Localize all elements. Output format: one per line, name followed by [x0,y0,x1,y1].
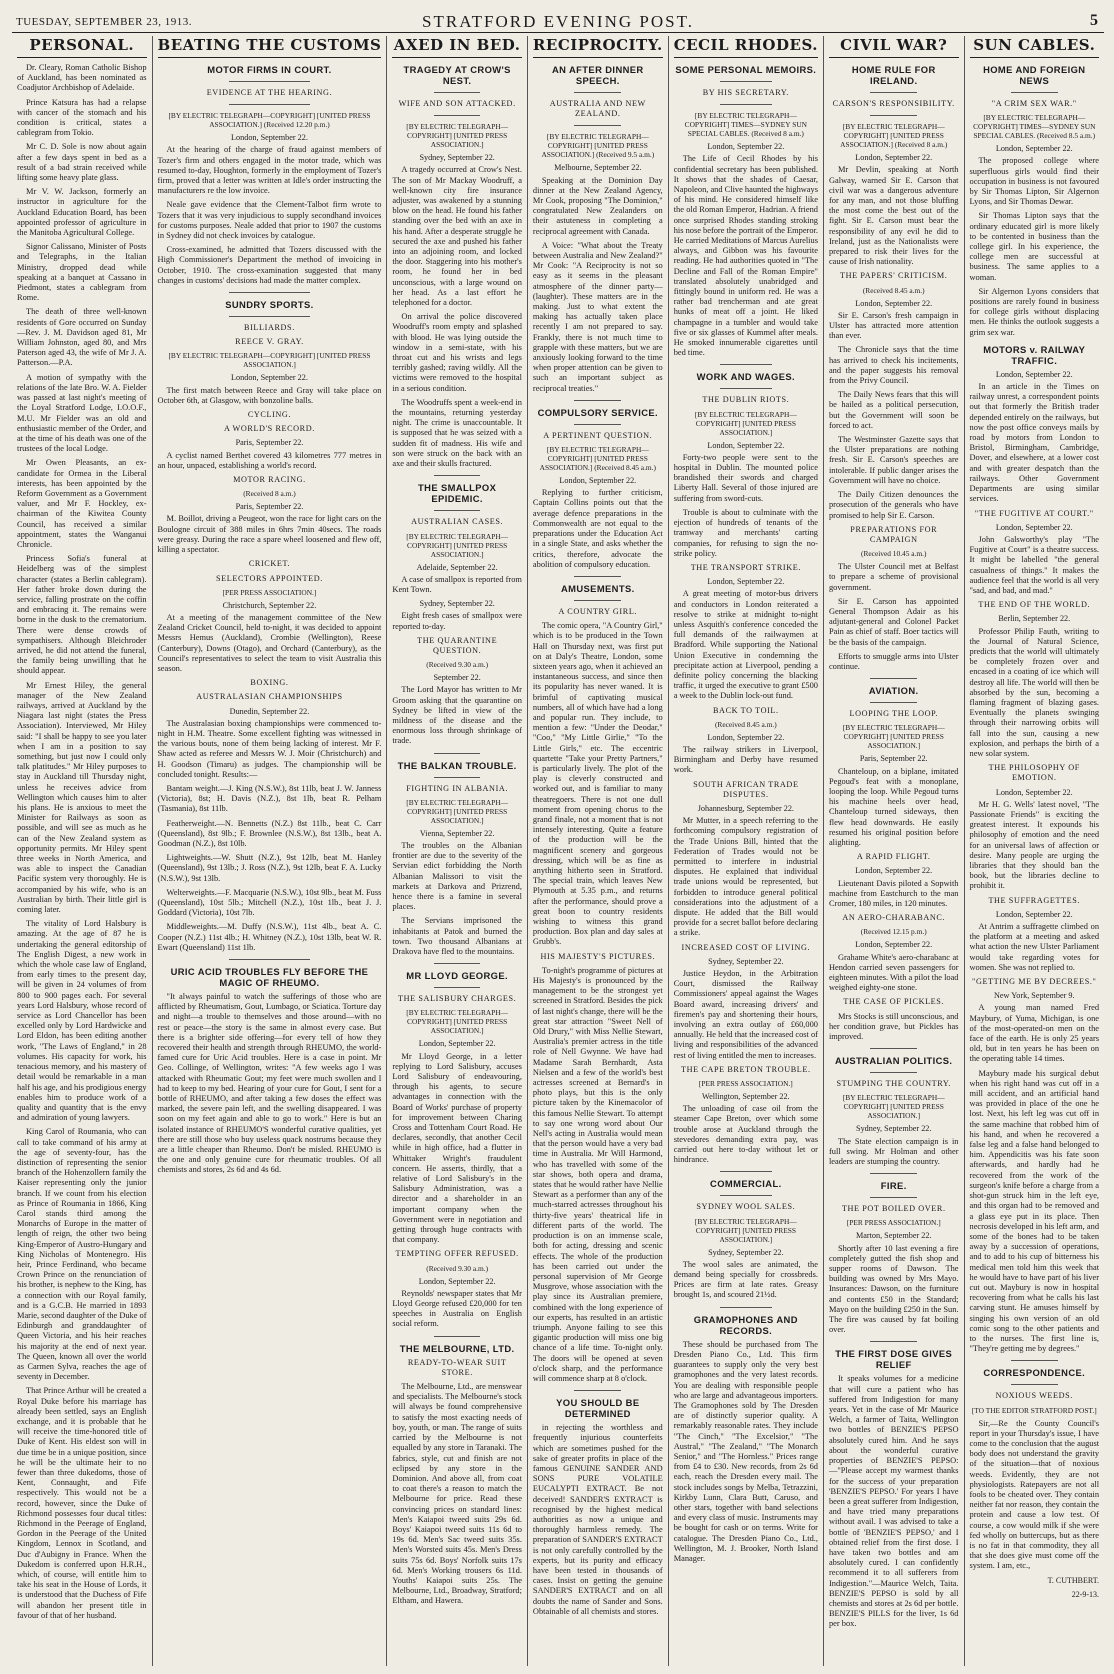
subheading: THE CAPE BRETON TROUBLE. [681,1064,811,1074]
headline: MOTOR FIRMS IN COURT. [207,64,332,75]
signature: T. CUTHBERT. [1047,1575,1100,1585]
paragraph: Professor Philip Fauth, writing to the Journal of Natural Science, predicts that the world will ultimately be completely frozen over and encased in a coating of ice which will destroy all life. The world will then be absorbed by the sun, becoming a flaming fragment of blazing gases. Eventually the planets swinging through their narrowing orbits will fall into the sun, causing a new explosion, and perhaps the birth of a new solar system. [969,626,1100,758]
subheading: THE QUARANTINE QUESTION. [417,635,498,655]
headline: COMPULSORY SERVICE. [537,406,659,418]
paragraph: The Melbourne, Ltd., are menswear and specialists. The Melbourne's stock will always be found comprehensive to satisfy the most exacting needs of boy, youth, or man. The range of suits carried by the Melbourne is not equalled by any store in Taranaki. The fabrics, style, cut and finish are not eclipsed by any store in the Dominion. And above all, from coat to coat there's a reason to match the Melbourne for price. Read these convincing prices on standard lines: Men's Kaiapoi tweed suits 29s 6d. Boys' Kaiapoi tweed suits 11s 6d to 19s 6d. Men's Sac tweed suits 35s. Men's Worsted suits 45s. Men's Dress suits 75s 6d. Boys' Norfolk suits 17s 6d. Men's Working trousers 6s 11d. Youths' Kaiapoi suits 25s. The Melbourne, Ltd., Broadway, Stratford; Eltham, and Hawera. [392,1382,522,1606]
wire-credit: [PER PRESS ASSOCIATION.] [698,1079,793,1089]
column-rule [870,678,917,679]
paragraph: The railway strikers in Liverpool, Birmingham and Derby have resumed work. [673,744,818,775]
subheading: THE POT BOILED OVER. [841,1204,946,1214]
dateline: Dunedin, September 22. [229,706,310,716]
subheading: LOOPING THE LOOP. [849,709,938,719]
paragraph: M. Boillot, driving a Peugeot, won the race for light cars on the Boulogne circuit of 388 miles in 6hrs 7min 40secs. The roads were greasy. During the race a spare wheel loosened and flew off, killing a spectator. [157,514,382,555]
paragraph: Cross-examined, he admitted that Tozers discussed with the High Commissioner's Department the method of invoicing in October, 1910. The cross-examination suggested that many changes in customs' decisions had made the matter complex. [157,245,382,285]
dateline: London, September 22. [707,577,785,587]
subheading: REECE V. GRAY. [235,337,304,347]
headline: SUNDRY SPORTS. [225,299,314,311]
paragraph: King Carol of Roumania, who can call to take command of his army at the age of seventy-four, has the distinction of representing the senior branch of the Hohenzollern family the Kaiser representing only the junior branch. If we count from his election as Prince of Roumania in 1866, King Carol stands third among the Monarchs of Europe in the matter of length of reign, the other two being King-Emperor of Austro-Hungary and King Nicholas of Montenegro. His heir, Prince Ferdinand, who became Crown Prince on the renunciation of his brother, is nephew to the King, has a connection with our Royal family, and is a G.C.B. He married in 1893 Marie, second daughter of the Duke of Edinburgh and granddaughter of Queen Victoria, and his heir reaches his majority at the end of next year. The Queen, known all over the world as Carmen Sylva, reaches the age of seventy in December. [17,1127,147,1382]
wire-credit: [BY ELECTRIC TELEGRAPH—COPYRIGHT] TIMES—SYDNEY SUN SPECIAL CABLES. (Received 8 a.m.) [684,111,808,139]
wire-credit: [TO THE EDITOR STRATFORD POST.] [971,1405,1097,1415]
wire-credit: (Received 10.45 a.m.) [861,549,927,559]
dateline: Paris, September 22. [235,438,304,448]
column-rule [574,1390,621,1391]
column-rule [434,753,481,754]
wire-credit: [BY ELECTRIC TELEGRAPH—COPYRIGHT] [UNITED PRESS ASSOCIATION.] [406,122,509,150]
subheading: THE DUBLIN RIOTS. [702,395,790,405]
subheading: THE CASE OF PICKLES. [843,997,945,1007]
wire-credit: (Received 9.30 a.m.) [426,1263,489,1273]
paragraph: Forty-two people were sent to the hospital in Dublin. The mounted police brandished their swords and charged Liberty Hall. Several of those injured are suffering from sword-cuts. [673,452,818,503]
paragraph: Shortly after 10 last evening a fire completely gutted the fish shop and supper rooms of Dawson. The building was owned by Mrs Mayo. Insurances: Dawson, on the furniture and contents £50 in the Standard; Mayo on the building £250 in the Sun. The fire was caused by fat boiling over. [828,1243,959,1335]
paragraph: Justice Heydon, in the Arbitration Court, dismissed the Railway Commissioners' appeal against the Wages Board award, increasing drivers' and firemen's pay and shortening their hours, involving an extra outlay of £60,000 annually. He held that the increased cost of living and responsibilities of the advanced rest of living entitled the men to increases. [673,969,818,1060]
dateline: London, September 22. [855,940,933,950]
subheading: PREPARATIONS FOR CAMPAIGN [850,524,938,544]
paragraph: On arrival the police discovered Woodruff's room empty and splashed with blood. He was lying outside the window in a semi-state, with his throat cut and his wrists and legs terribly gashed; raving wildly. All the victims were removed to the hospital in a serious condition. [392,312,522,393]
paragraph: The proposed college where superfluous girls would find their occupation in business is not favoured by Sir Thomas Lipton, Sir Algernon Lyons, and Sir Thomas Dewar. [969,156,1100,207]
subheading: CRICKET. [248,559,291,569]
issue-date: TUESDAY, SEPTEMBER 23, 1913. [16,16,192,28]
paragraph: A young man named Fred Maybury, of Yuma, Michigan, is one of the most-operated-on men on the face of the earth. He is only 25 years old, but in ten years he has been on the operating table 14 times. [969,1003,1100,1064]
dateline: Sydney, September 22. [708,956,784,966]
paragraph: Middleweights.—M. Duffy (N.S.W.), 11st 4lb., beat A. C. Cooper (N.Z.) 11st 4lb.; H. Whitney (N.Z.), 10st 13lb, beat W. R. Ewart (Queensland) 11st 1lb. [157,922,382,952]
dateline: Berlin, September 22. [998,614,1071,624]
paragraph: The Chronicle says that the time has arrived to check his incitements, and the paper suggests his removal from the Privy Council. [828,345,959,386]
column-title: AXED IN BED. [392,36,522,58]
headline: AUSTRALIAN POLITICS. [835,1055,953,1067]
paragraph: A Voice: "What about the Treaty between Australia and New Zealand?" Mr Cook: "A Reciprocity is not so easy as it seems in the pleasant atmosphere of the dinner party—(laughter). These matters are in the making. Just to what extent the making has actually taken place recently I am not prepared to say. Frankly, there is not much time to grapple with these matters, but we are anxiously looking forward to the time when proper attention can be given to such an important subject as reciprocal treaties." [532,240,663,393]
paragraph: Lieutenant Davis piloted a Sopwith machine from Eastchurch to the man Cromer, 180 miles, in 120 minutes. [828,878,959,908]
subheading: THE SUFFRAGETTES. [988,895,1081,905]
subheading: FIGHTING IN ALBANIA. [406,783,509,793]
paragraph: Mr C. D. Sole is now about again after a few days spent in bed as a result of a bad strain received while lifting some heavy plate glass. [17,142,147,183]
paragraph: In an article in the Times on railway unrest, a correspondent points out that formerly the British trader depended entirely on the railways, but now the post office conveys mails by road by motors from London to Bristol, Birmingham, Cambridge, Dover, and elsewhere, at a lower cost and with greater despatch than the railways. Other Government Departments are using similar services. [969,382,1100,504]
paragraph: The Life of Cecil Rhodes by his confidential secretary has been published. It shows that the shades of Caesar, Napoleon, and Clive haunted the highways of his mind. He considered himself like the old Roman Emperor, Hadrian. A friend once surprised Rhodes standing stroking his nose before the portrait of the Emperor. He carried Meditations of Marcus Aurelius always, and Gibbon was his favourite reading. He had authorities quoted in "The Decline and Fall of the Roman Empire" translated absolutely unabridged and fittingly bound in uniform red. He was a rather bad trencherman and ate great hunks of meat off a joint. He liked champagne in a tumbler and would take five or six glasses of Kummel after meals. He smoked innumerable cigarettes until bed time. [673,154,818,358]
column-rule [574,92,621,93]
column-rule [720,81,772,82]
paragraph: The Lord Mayor has written to Mr Groom asking that the quarantine on Sydney be lifted in view of the mildness of the disease and the enormous loss through shrinkage of trade. [392,685,522,746]
paragraph: The unloading of case oil from the steamer Cape Breton, over which some trouble arose at Auckland through the stevedores demanding extra pay, was carried out here to-day without let or hindrance. [673,1104,818,1165]
signature: 22-9-13. [1071,1589,1100,1599]
paragraph: Prince Katsura has had a relapse with cancer of the stomach and his condition is critical, states a cablegram from Tokio. [17,97,147,138]
paragraph: Featherweight.—N. Bennetts (N.Z.) 8st 11lb., beat C. Carr (Queensland), 8st 9lb.; F. Brownlee (N.S.W.), 8st 13lb., beat A. Goodman (N.Z.), 8st 10lb. [157,818,382,848]
dateline: London, September 22. [855,866,933,876]
column-rule [870,1173,917,1174]
column-rule [870,702,917,703]
subheading: THE PAPERS' CRITICISM. [840,271,948,281]
headline: CORRESPONDENCE. [983,1367,1086,1379]
dateline: London, September 22. [231,133,308,143]
paragraph: A great meeting of motor-bus drivers and conductors in London reiterated a resolve to strike at midnight to-night unless Asquith's conference conceded the full demands of the railwaymen at Bradford. While supporting the National Union Executive in condemning the precipitate action at Liverpool, pending a definite policy concerning the blacking traffic, it urged the executive to grant £500 a week to the Dublin lock-out fund. [673,589,818,701]
paragraph: Maybury made his surgical debut when his right hand was cut off in a mill accident, and an artificial hand was provided in place of the one he lost. Next, his left leg was cut off in the same machine that robbed him of his hand, and when he recovered a false leg and a false hand belonged to him. Appendicitis was his fate soon afterwards, and hardly had he recovered from the work of the surgeon's knife before a charge from a shot-gun struck him in the left eye, and this organ had to be removed and a glass eye put in its place. Then necrosis developed in his left arm, and some of the bones had to be taken away by a succession of operations, and to add to his cup of bitterness his medical men told him this week that he would have to have part of his liver cut out. Maybury is now in hospital recovering from what he calls his last carving stunt. He amuses himself by singing his own version of an old comic song to the other patients and to the nurses. The first line is, "They're getting me by degrees." [969,1068,1100,1354]
column-title: SUN CABLES. [970,36,1100,58]
paragraph: The Australasian boxing championships were commenced to-night in H.M. Theatre. Some excellent fighting was witnessed in the various bouts, none of them being lacking of interest. Mr F. Shaw acted as referee and Messrs W. J. Moir (Christchurch) and H. Goodson (Timaru) as judges. The championship will be concluded tonight. Results:— [157,718,382,779]
wire-credit: [BY ELECTRIC TELEGRAPH—COPYRIGHT] [UNITED PRESS ASSOCIATION.] [694,409,797,437]
paragraph: To-night's programme of pictures at His Majesty's is pronounced by the management to be the strongest yet screened in Stratford. Besides the pick of last night's change, there will be the great star attraction "Sweet Nell of Old Drury," with Miss Nellie Stewart, Australia's premier actress in the title role of Nell Gwynne. We have had Madame Sarah Bernhardt, Asta Nielsen and a few of the world's best actresses screened at Bernard's in photo plays, but this is the only picture taken by the Kinemacolor of this famous Nellie Stewart. To attempt to say one wrong word about Our Nell's acting in Australia would mean that the person would have a very bad time in Australia. Mr Will Harmond, who has travelled with some of the star shows, both opera and drama, states that he would rather have Nellie Stewart as a performer than any of the much-starred actresses throughout his thirty-five years' theatrical life in different parts of the world. The production is on an immense scale, both for acting, dressing and scenic effects. The whole of the production has been carried out under the personal supervision of Mr George Musgrove, whose association with the play since its Australian premiere, combined with the long experience of our experts, has resulted in an artistic triumph. Anyone failing to see this gigantic production will miss one big chance of a life time. To-night only. The doors will be opened at seven o'clock sharp, and the performance will commence sharp at 8 o'clock. [532,965,663,1383]
paragraph: The Ulster Council met at Belfast to prepare a scheme of provisional government. [828,562,959,592]
subheading: TEMPTING OFFER REFUSED. [395,1249,519,1259]
paragraph: It speaks volumes for a medicine that will cure a patient who has suffered from Indigestion for many years. Yet in the case of Mr Maurice Welch, a farmer of Taita, Wellington two bottles of BENZIE'S PEPSO absolutely cured him. And he says about the wonderful curative properties of BENZIE'S PEPSO:—"Please accept my warmest thanks for the success of your preparation 'BENZIE'S PEPSO.' For years I have been a great sufferer from Indigestion, and have tried many preparations without avail. I was advised to take a bottle of 'BENZIE'S PEPSO,' and I obtained relief from the first dose. I have taken two bottles and am absolutely cured. I can confidently recommend it to all sufferers from Indigestion."—Maurice Welch, Taita. BENZIE'S PEPSO is sold by all chemists and stores at 2s 6d per bottle. BENZIE'S PILLS for the liver, 1s 6d per box. [828,1374,959,1629]
dateline: London, September 22. [995,369,1073,379]
paragraph: Sir Algernon Lyons considers that positions are rarely found in business for college girls without displacing men. He thinks the outlook suggests a grim sex war. [969,286,1100,337]
headline: YOU SHOULD BE DETERMINED [556,1397,640,1420]
headline: THE FIRST DOSE GIVES RELIEF [835,1348,953,1371]
headline: HOME AND FOREIGN NEWS [983,64,1086,86]
column-title: PERSONAL. [17,36,147,58]
wire-credit: (Received 9.30 a.m.) [426,660,489,670]
dateline: Paris, September 22. [235,502,304,512]
subheading: BILLIARDS. [244,323,295,333]
paragraph: These should be purchased from The Dresden Piano Co., Ltd. This firm guarantees to supply only the very best gramophones and the very latest records. You are dealing with responsible people who are large and advantageous importers. The Gramophones sold by The Dresden are of distinctly superior quality. A remarkably reasonable rates. They include "The Cinch," "The Excelsior," "The Austral," "The Zealand," "The Monarch Senior," and "The Hornless." Prices range from £4 to £30. New records, from 2s 6d each, reach the Dresden every mail. The stock includes songs by Melba, Tetrazzini, Kirkby Lunn, Clara Butt, Caruso, and other stars, together with band selections and every class of music. Instruments may be bought for cash or on terms. Write for catalogue. The Dresden Piano Co., Ltd., Wellington, M. J. Brooker, North Island Manager. [673,1339,818,1563]
paragraph: The death of three well-known residents of Gore occurred on Sunday —Rev. J. M. Davidson aged 81, Mr William Johnston, aged 80, and Mrs Paterson aged 43, the wife of Mr J. A. Patterson.—P.A. [17,307,147,368]
subheading: STUMPING THE COUNTRY. [836,1079,951,1089]
column-5 [669,36,824,1666]
subheading: "THE FUGITIVE AT COURT." [974,508,1094,518]
subheading: THE SALISBURY CHARGES. [398,994,517,1004]
column-rule [434,510,481,511]
wire-credit: [BY ELECTRIC TELEGRAPH—COPYRIGHT] [UNITED PRESS ASSOCIATION.] [406,1008,509,1036]
dateline: Johannesburg, September 22. [697,803,794,813]
subheading: "GETTING ME BY DECREES." [972,977,1097,987]
paragraph: Speaking at the Dominion Day dinner at the New Zealand Agency, Mr Cook, proposing "The Dominion," congratulated New Zealanders on their astuteness in completing a reciprocal agreement with Canada. [532,175,663,236]
columns [12,36,1104,1666]
dateline: London, September 22. [707,440,785,450]
column-rule [870,1197,917,1198]
headline: URIC ACID TROUBLES FLY BEFORE THE MAGIC OF RHEUMO. [170,966,369,988]
subheading: AUSTRALIAN CASES. [411,517,504,527]
wire-credit: [BY ELECTRIC TELEGRAPH—COPYRIGHT] [UNITED PRESS ASSOCIATION.] [406,797,509,825]
paragraph: The wool sales are animated, the demand being specially for crossbreds. Prices are firm at late rates. Greasy brought 1s, and scoured 21½d. [673,1259,818,1300]
headline: HOME RULE FOR IRELAND. [851,64,936,86]
dateline: London, September 22. [707,732,785,742]
wire-credit: (Received 8 a.m.) [243,489,296,499]
subheading: SOUTH AFRICAN TRADE DISPUTES. [693,779,799,799]
subheading: THE PHILOSOPHY OF EMOTION. [988,763,1080,783]
column-rule [434,475,481,476]
dateline: Sydney, September 22. [708,1247,784,1257]
headline: WORK AND WAGES. [696,371,796,383]
column-1 [12,36,153,1666]
column-4 [528,36,669,1666]
paragraph: Sir Thomas Lipton says that the ordinary educated girl is more likely to be contented in business than the college girl. In his experience, the college men are successful at business. The same applies to a woman. [969,211,1100,282]
dateline: London, September 22. [995,909,1073,919]
paragraph: Chanteloup, on a biplane, imitated Pegoud's feat with a monoplane, looping the loop. While Pegoud turns his machine heels over head, Chanteloup turned sideways, then flew head downwards. He easily resumed his original position before alighting. [828,766,959,847]
headline: AMUSEMENTS. [560,582,635,594]
paragraph: The Daily News fears that this will be hailed as a political persecution, but the Government will soon be forced to act. [828,390,959,430]
paper-name: STRATFORD EVENING POST. [422,12,694,31]
paragraph: The troubles on the Albanian frontier are due to the severity of the Servian edict forbidding the North Albanian Malissori to visit the markets at Darkova and Prizrend, hence there is a famine in several places. [392,840,522,912]
subheading: BOXING. [250,678,289,688]
dateline: Melbourne, September 22. [554,163,642,173]
column-rule [434,1336,481,1337]
headline: THE BALKAN TROUBLE. [397,759,517,771]
paragraph: Dr. Cleary, Roman Catholic Bishop of Auckland, has been nominated as Coadjutor Archbishop of Adelaide. [17,63,147,93]
subheading: READY-TO-WEAR SUIT STORE. [407,1357,507,1377]
subheading: "A CRIM SEX WAR." [991,99,1077,108]
paragraph: At the hearing of the charge of fraud against members of Tozer's firm and others engaged in the motor trade, which was resumed to-day, Houghton, formerly in the employment of Tozer's firm, proved that a letter was written at Idle's order instructing the manufacturers re the low invoice. [157,145,382,196]
column-2 [153,36,388,1666]
column-rule [574,576,621,577]
column-rule [434,987,481,988]
dateline: Christchurch, September 22. [222,600,317,610]
headline: THE MELBOURNE, LTD. [399,1342,515,1354]
column-rule [720,1307,772,1308]
subheading: AN AERO-CHARABANC. [842,913,946,923]
dateline: September 22. [433,673,481,683]
paragraph: A cyclist named Berthet covered 43 kilometres 777 metres in an hour, unpaced, establishing a world's record. [157,450,382,470]
column-title: RECIPROCITY. [533,36,663,58]
dateline: London, September 22. [707,142,785,152]
column-rule [720,1171,772,1172]
paragraph: Eight fresh cases of smallpox were reported to-day. [392,611,522,631]
paragraph: Grahame White's aero-charabanc at Hendon carried seven passengers for eighteen minutes. With a pilot the load weighed eighty-one stone. [828,952,959,993]
column-rule [1011,92,1058,93]
subheading: A PERTINENT QUESTION. [543,430,653,440]
paragraph: Mr H. G. Wells' latest novel, "The Passionate Friends" is exciting the greatest interest. It expounds his philosophy of emotion and the need for an universal laws of affection or desire. Many people are urging the libraries that they should ban the book, but the libraries decline to prohibit it. [969,799,1100,891]
column-7 [965,36,1105,1666]
column-rule [1011,1384,1058,1385]
column-title: CIVIL WAR? [829,36,959,58]
column-3 [387,36,528,1666]
subheading: THE END OF THE WORLD. [978,600,1091,610]
subheading: AUSTRALASIAN CHAMPIONSHIPS [196,692,343,702]
paragraph: Signor Calissano, Minister of Posts and Telegraphs, in the Italian Ministry, dropped dead while speaking at a banquet at Cassano in Piedmont, states a cablegram from Rome. [17,242,147,303]
headline: THE SMALLPOX EPIDEMIC. [418,482,497,505]
paragraph: in rejecting the worthless and frequently injurious counterfeits which are sometimes pushed for the sake of greater profits in place of the famous GENUINE SANDER AND SONS PURE VOLATILE EUCALYPTI EXTRACT. Be not deceived! SANDER'S EXTRACT is recognised by the highest medical authorities as now a unique and thoroughly harmless remedy. The preparation of SANDER'S EXTRACT is not only carefully controlled by the experts, but its purity and efficacy have been tested in thousands of cases. Insist on getting the genuine SANDER'S EXTRACT and on all doubts the name of Sander and Sons. Obtainable of all chemists and stores. [532,1423,663,1616]
headline: AVIATION. [868,685,919,697]
column-6 [824,36,965,1666]
paragraph: John Galsworthy's play "The Fugitive at Court" is a theatre success. It might be labelled "the general casualness of things." It makes the audience feel that the world is all very "sad, and bad, and mad." [969,534,1100,595]
subheading: THE TRANSPORT STRIKE. [690,562,801,572]
column-rule [720,1195,772,1196]
subheading: A COUNTRY GIRL. [558,606,638,616]
headline: AN AFTER DINNER SPEECH. [552,64,644,86]
column-rule [720,104,772,105]
paragraph: Mr Lloyd George, in a letter replying to Lord Salisbury, accuses Lord Salisbury of endeavouring, through his agents, to secure advantages in connection with the Board of Works' purchase of property for improvement between Charing Cross and Tottenham Court Road. He declares, secondly, that another Cecil while in high office, had a flutter in Whittaker Wright's fraudulent concern. He asserts, thirdly, that a relative of Lord Salisbury's in the Salisbury Administration, was a director and a shareholder in an important company when the Government were in negotiation and getting through huge contracts with that company. [392,1051,522,1245]
column-rule [574,400,621,401]
headline: FIRE. [880,1180,907,1192]
subheading: BACK TO TOIL. [713,705,779,715]
paragraph: A motion of sympathy with the relations of the late Bro. W. A. Fielder was passed at last night's meeting of the Loyal Stratford Lodge, I.O.O.F., M.U. Mr Fielder was an old and enthusiastic member of the Order, and at the time of his death was one of the trustees of the local Lodge. [17,372,147,454]
headline: TRAGEDY AT CROW'S NEST. [403,64,511,86]
subheading: A RAPID FLIGHT. [856,852,931,862]
paragraph: "It always painful to watch the sufferings of those who are afflicted by Rheumatism, Gout, Lumbago, or Sciatica. Torture day and night—a trouble to themselves and those around—with no rest or peace—the story is the same in almost every case. But there is a brighter side offering—for every tell of how they recovered their health and strength through RHEUMO, the world-famed cure for Uric Acid troubles. Here is a case in point. Mr Geo. Collinge, of Wellington, writes: "A few weeks ago I was attacked with Rheumatic Gout; my feet were much swollen and I had to keep to my bed. Hearing of your cure for Gout, I sent for a bottle of RHEUMO, and after taking a few doses the effect was marked, the severe pain left, and the swelling disappeared. I was soon on my feet again and able to go to work." Here is but an isolated instance of RHEUMO'S wonderful curative qualities, yet there are still those who buy useless quack nostrums because they are a little cheaper than Rheumo. Don't be misled. RHEUMO is the one and only genuine cure for rheumatic troubles. Of all chemists and stores, 2s 6d and 4s 6d. [157,992,382,1175]
paragraph: The comic opera, "A Country Girl," which is to be produced in the Town Hall on Thursday next, was first put on at Daly's Theatre, London, some sixteen years ago, when it achieved an instantaneous success, and since then its popularity has never waned. It is brimful of captivating musical numbers, all of which have had a long and popular run. They include, to mention a few: "Under the Deodar," "Coo," "My Little Girlie," "To the Little Girls," etc. The eccentric quartette "Take your Pretty Partners," is particularly lively. The plot of the play is cleverly constructed and worked out, and is familiar to many theatregoers. There is not one dull moment from opening chorus to the grand finale, not a moment that is not intensely interesting. Quite a feature of the production will be the magnificent scenery and gorgeous dressing, which will be as fine as anything hitherto seen in Stratford. The special train, which leaves New Plymouth at 5.35 p.m., and returns after the performance, should prove a great boon to country residents wishing to witness this grand production. Box plan and day sales at Grubb's. [532,621,663,947]
subheading: NOXIOUS WEEDS. [995,1391,1073,1401]
column-rule [870,115,917,116]
column-rule [229,292,310,293]
column-rule [229,104,310,105]
paragraph: The Daily Citizen denounces the prosecution of the generals who have promised to help Sir E. Carson. [828,490,959,520]
masthead [12,10,1104,33]
paragraph: The first match between Reece and Gray will take place on October 6th, at Glasgow, with bonzoline balls. [157,385,382,405]
paragraph: The Servians imprisoned the inhabitants at Patok and burned the town. Two thousand Albanians at Drakova have fled to the mountains. [392,916,522,956]
page-number: 5 [1090,12,1098,29]
paragraph: A case of smallpox is reported from Kent Town. [392,574,522,594]
wire-credit: [BY ELECTRIC TELEGRAPH—COPYRIGHT] [UNITED PRESS ASSOCIATION.] (Received 9.5 a.m.) [541,132,655,160]
paragraph: Reynolds' newspaper states that Mr Lloyd George refused £20,000 for ten speeches in Australia on English social reform. [392,1288,522,1329]
paragraph: Bantam weight.—J. King (N.S.W.), 8st 11lb, beat J. W. Janness (Victoria), 8st; H. Davis (N.Z.), 8st 1lb, beat R. Pelham (Tasmania), 8st 11lb. [157,783,382,814]
subheading: SYDNEY WOOL SALES. [696,1202,796,1212]
dateline: Marton, September 22. [855,1231,932,1241]
dateline: London, September 22. [995,787,1073,797]
column-rule [1011,1360,1058,1361]
paragraph: Mr Mutter, in a speech referring to the forthcoming compulsory registration of the Trade Unions Bill, hinted that the Federation of Trades would not be permitted to interfere in industrial disputes. He explained that individual trade unions would be represented, but forbidden to introduce general political considerations into the adjustment of a dispute. He added that the Bill would provide for a secret ballot before declaring a strike. [673,816,818,938]
dateline: London, September 22. [559,476,637,486]
dateline: Sydney, September 22. [419,599,495,609]
paragraph: Princess Sofia's funeral at Heidelberg was of the simplest character (states a Berlin cablegram). Her father broke down during the service, falling prostrate on the coffin and embracing it. The remains were borne in the dusk to the crematorium. There were dense crowds of sympathisers. Although Bleichroder arrived, he did not attend the funeral, the family being unwilling that he should appear. [17,554,147,676]
wire-credit: [BY ELECTRIC TELEGRAPH—COPYRIGHT] [UNITED PRESS ASSOCIATION.] [168,351,371,370]
column-rule [720,388,772,389]
headline: MR LLOYD GEORGE. [406,970,509,982]
paragraph: Replying to further criticism, Captain Collins points out that the average defence preparations in the Commonwealth are not equal to the preparations under the Education Act in a single State, and asks whether the critics, therefore, advocate the abolition of compulsory education. [532,488,663,569]
headline: COMMERCIAL. [710,1178,782,1190]
paragraph: Neale gave evidence that the Clement-Talbot firm wrote to Tozers that it was very injudicious to supply secondhand invoices for customs purposes. Neale added that prior to 1907 the customs in Sydney did not check invoices by catalogue. [157,200,382,241]
paragraph: Trouble is about to culminate with the ejection of hundreds of tenants of the tramway and merchants' carting companies, for refusing to sign the no-strike policy. [673,507,818,558]
column-rule [870,92,917,93]
paragraph: Sir E. Carson's fresh campaign in Ulster has attracted more attention than ever. [828,310,959,341]
paragraph: That Prince Arthur will be created a Royal Duke before his marriage has already been settled, says an English exchange, and it is probable that he will receive the time-honored title of Duke of Kent. His eldest son will in due time be in a unique position, since he will be the ultimate heir to no fewer than three dukedoms, those of Kent, Connaught, and Fife respectively. This would not be a record, however, since the Duke of Richmond possesses four ducal titles: Richmond in the Peerage of England, Gordon in the Peerage of the United Kingdom, Lennox in Scotland, and Duc d'Aubigny in France. When the Dukedom is conferred upon H.R.H., which, of course, will entitle him to take his seat in the House of Lords, it is understood that the Duchess of Fife will abandon her present title in favour of that of her husband. [17,1386,147,1620]
headline: MOTORS v. RAILWAY TRAFFIC. [983,343,1086,366]
wire-credit: [PER PRESS ASSOCIATION.] [222,587,317,597]
subheading: HIS MAJESTY'S PICTURES. [540,951,656,961]
paragraph: Mr Ernest Hiley, the general manager of the New Zealand railways, arrived at Auckland by the Niagara last night (states the Press Association). Interviewed, Mr Hiley said: "I shall be happy to see you later when I am in a position to say something, but just now I could only talk platitudes." Mr Hiley purposes to stay in Auckland till Thursday night, unless he receives advice from Wellington which causes him to alter his plans. He is anxious to meet the Minister for Railways as soon as possible, and will see as much as he can of the New Zealand system as opportunity permits. Mr Hiley spent three weeks in North America, and was able to inspect the Canadian Pacific system very thoroughly. He is accompanied by his wife, who is an Australian by birth. Their little girl is coming later. [17,680,147,915]
dateline: London, September 22. [418,1039,496,1049]
column-rule [870,1341,917,1342]
paragraph: Lightweights.—W. Shutt (N.Z.), 9st 12lb, beat M. Hanley (Queensland), 9st 13lb.; J. Ross (N.Z.), 9st 12lb, beat F. A. Lucky (N.S.W.), 9st 13lb. [157,853,382,883]
subheading: BY HIS SECRETARY. [702,88,789,97]
subheading: CYCLING. [247,410,292,420]
paragraph: Mrs Stocks is still unconscious, and her condition grave, but Pickles has improved. [828,1011,959,1042]
dateline: New York, September 9. [994,991,1075,1001]
wire-credit: [BY ELECTRIC TELEGRAPH—COPYRIGHT] [UNITED PRESS ASSOCIATION.] (Received 8 a.m.) [840,122,948,150]
paragraph: A tragedy occurred at Crow's Nest. The son of Mr Mackay Woodruff, a well-known city fire insurance adjuster, was awakened by a stunning blow on the head. He found his father standing over the bed with an axe in his hand. After a desperate struggle he secured the axe and pushed his father into an adjoining room, and locked the door. Staggering into his mother's room, he found her in bed unconscious, with a large wound on her head. As a last effort he telephoned for a doctor. [392,165,522,308]
dateline: London, September 22. [995,522,1073,532]
headline: SOME PERSONAL MEMOIRS. [675,64,817,75]
wire-credit: [BY ELECTRIC TELEGRAPH—COPYRIGHT] [UNITED PRESS ASSOCIATION.] [842,1093,945,1121]
paragraph: Sir E. Carson has appointed General Thompson Adair as his adjutant-general and Colonel Packet Pain as chief of staff. Boer tactics will be the basis of the campaign. [828,596,959,647]
wire-credit: [BY ELECTRIC TELEGRAPH—COPYRIGHT] [UNITED PRESS ASSOCIATION.] (Received 12.20 p.m.) [168,111,371,130]
paragraph: Efforts to smuggle arms into Ulster continue. [828,651,959,671]
paragraph: The vitality of Lord Halsbury is amazing. At the age of 87 he is undertaking the general editorship of The English Digest, a new work in which the whole case law of England, from early times to the present day, will be given in 24 volumes of from 800 to 900 pages each. For several years Lord Halsbury, whose record of service as Lord Chancellor has been excelled only by Lord Hardwicke and Lord Eldon, has been editing another work, "The Laws of England," in 28 volumes. His capacity for work, his tenacious memory, and his mastery of detail would be remarkable in a man half his age, and his prodigious energy enables him to produce work of a quality and quantity that is the envy and admiration of young lawyers. [17,919,147,1123]
headline: GRAMOPHONES AND RECORDS. [693,1313,798,1336]
column-title: BEATING THE CUSTOMS [158,36,382,58]
column-rule [434,92,481,93]
subheading: AUSTRALIA AND NEW ZEALAND. [549,99,646,119]
paragraph: The Woodruffs spent a week-end in the mountains, returning yesterday night. The crime is unaccountable. It is supposed that he was seized with a sudden fit of madness. His wife and son were struck on the back with an axe and their skulls fractured. [392,397,522,469]
wire-credit: [BY ELECTRIC TELEGRAPH—COPYRIGHT] [UNITED PRESS ASSOCIATION.] [406,531,509,559]
wire-credit: [BY ELECTRIC TELEGRAPH—COPYRIGHT] [UNITED PRESS ASSOCIATION.] [842,723,945,751]
paragraph: Mr Owen Pleasants, an ex-candidate for Ormea in the Liberal interests, has been appointed by the Reform Government as a Government valuer, and Mr F. Hockley, ex-chairman of the Kiwitea County Council, has received a similar appointment, states the Wanganui Chronicle. [17,458,147,549]
subheading: MOTOR RACING. [233,475,306,485]
column-rule [870,1048,917,1049]
paragraph: The State election campaign is in full swing. Mr Holman and other leaders are stumping the country. [828,1136,959,1167]
column-rule [720,364,772,365]
dateline: Vienna, September 22. [419,828,495,838]
dateline: London, September 22. [231,373,308,383]
subheading: SELECTORS APPOINTED. [215,573,323,583]
paragraph: Mr V. W. Jackson, formerly an instructor in agriculture for the Auckland Education Board, has been appointed professor of agriculture in the Manitoba Agricultural College. [17,187,147,238]
paragraph: The Westminster Gazette says that the Ulster preparations are nothing fresh. Sir E. Carson's speeches are intolerable. If public danger arises the Government will have no choice. [828,435,959,485]
subheading: EVIDENCE AT THE HEARING. [206,88,333,97]
column-rule [229,959,310,960]
wire-credit: (Received 8.45 a.m.) [862,285,925,295]
paragraph: Welterweights.—F. Macquarie (N.S.W.), 10st 9lb., beat M. Fuss (Queensland), 10st 5lb.; Mitchell (N.Z.), 10st 1lb., beat J. J. Goddard (Victoria), 10st 7lb. [157,887,382,918]
dateline: Sydney, September 22. [419,153,495,163]
dateline: Adelaide, September 22. [416,562,498,572]
paragraph: At Antrim a suffragette climbed on the platform at a meeting and asked what action the new Ulster Parliament would take regarding votes for women. She was not replied to. [969,922,1100,972]
subheading: WIFE AND SON ATTACKED. [398,99,516,108]
column-rule [434,777,481,778]
dateline: London, September 22. [995,144,1073,154]
wire-credit: (Received 12.15 p.m.) [860,927,927,937]
column-rule [574,424,621,425]
subheading: A WORLD'S RECORD. [224,424,315,434]
wire-credit: [BY ELECTRIC TELEGRAPH—COPYRIGHT] TIMES—SYDNEY SUN SPECIAL CABLES. (Received 8.5 a.m.) [973,113,1096,141]
dateline: Wellington, September 22. [702,1092,790,1102]
column-rule [229,316,310,317]
wire-credit: [PER PRESS ASSOCIATION.] [846,1218,941,1228]
paragraph: Mr Devlin, speaking at North Galway, warned Sir E. Carson that civil war was a dangerous adventure for any man, and not those bluffing the most come the best out of the fight. Sir E. Carson must bear the responsibility of any evil he did to Ireland, just as the Nationalists were prepared to risk their lives for the cause of Irish nationality. [828,165,959,267]
column-rule [574,125,621,126]
column-rule [574,600,621,601]
dateline: London, September 22. [418,1276,496,1286]
subheading: CARSON'S RESPONSIBILITY. [832,99,955,108]
dateline: Paris, September 22. [859,754,928,764]
column-title: CECIL RHODES. [674,36,818,58]
column-rule [229,81,310,82]
column-rule [870,1072,917,1073]
wire-credit: (Received 8.45 a.m.) [714,719,777,729]
column-rule [434,115,481,116]
column-rule [434,963,481,964]
dateline: London, September 22. [855,298,933,308]
dateline: Sydney, September 22. [856,1124,932,1134]
paragraph: At a meeting of the management committee of the New Zealand Cricket Council, held to-night, it was decided to appoint Messrs Hemus (Auckland), Crombie (Wellington), Reese (Canterbury), Downs (Otago), and Orchard (Canterbury), as the Council's representatives to select the team to visit Australia this season. [157,612,382,673]
paragraph: Sir,—Re the County Council's report in your Thursday's issue, I have come to the conclusion that the august body does not understand the gravity of the situation—that of noxious weeds. Evidently, they are not physiologists. Ratepayers are not all fools to be cheated over. They contain neither fat nor reason, they contain the protein and cause a low test. Of course, a cow would milk if she were fed wholly on buttercups, but as there is no fat in that commodity, they all that she does give must come off the system. I am, etc., [969,1418,1100,1571]
dateline: London, September 22. [855,153,933,163]
subheading: INCREASED COST OF LIVING. [681,942,811,952]
wire-credit: [BY ELECTRIC TELEGRAPH—COPYRIGHT] [UNITED PRESS ASSOCIATION.] (Received 8.45 a.m.) [539,445,656,473]
wire-credit: [BY ELECTRIC TELEGRAPH—COPYRIGHT] [UNITED PRESS ASSOCIATION.] [694,1216,797,1244]
